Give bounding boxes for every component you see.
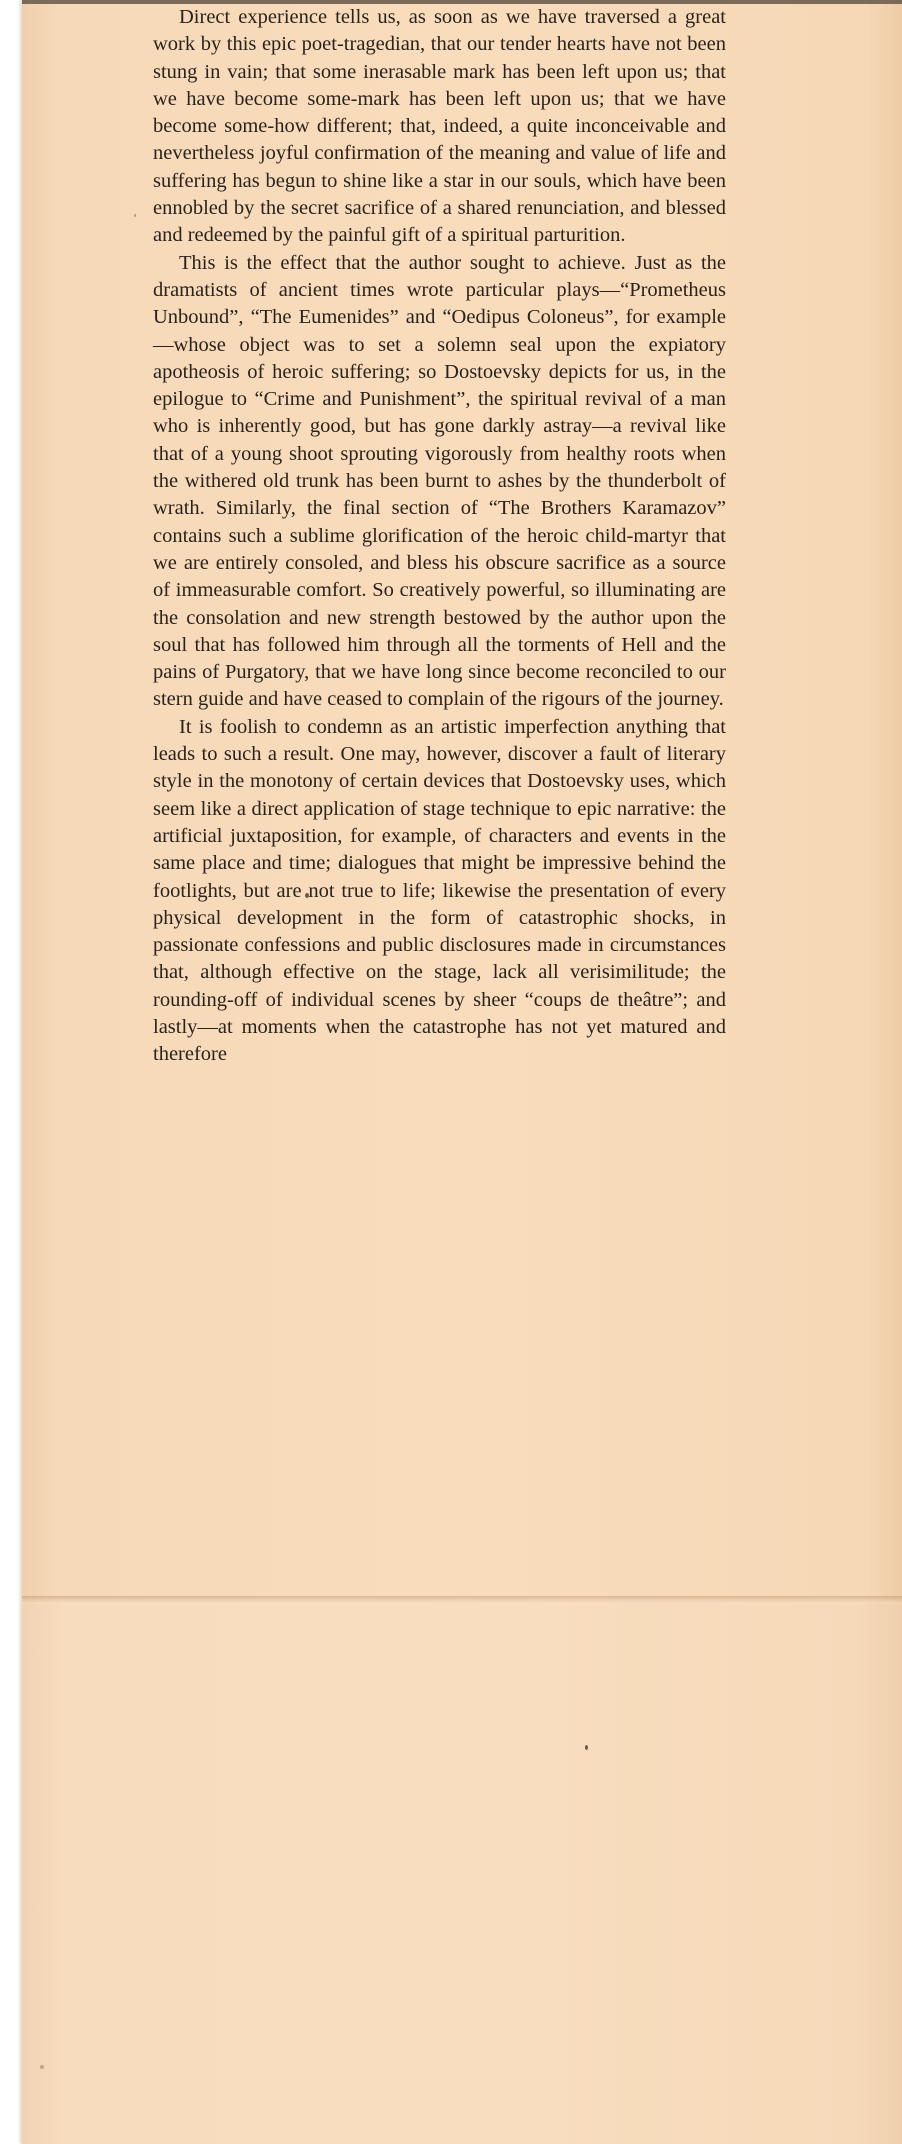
paragraph: It is foolish to condemn as an artistic imperfection anything that leads to such a result. One may, however, discover a fault of literary style in the monotony of certain devices that Dostoevsky uses, which seem like a direct application of stage technique to epic narrative: the artificial juxtaposition, for example, of characters and events in the same place and time; dialogues that might be impressive behind the footlights, but are not true to life; likewise the presentation of every physical development in the form of catastrophic shocks, in passionate confessions and public disclosures made in circumstances that, although effective on the stage, lack all verisimilitude; the rounding-off of individual scenes by sheer “coups de theâtre”; and lastly—at moments when the catastrophe has not yet matured and therefore — [153, 715, 726, 1066]
paragraph: This is the effect that the author sought to achieve. Just as the dramatists of ancient times wrote particular plays—“Prometheus Unbound”, “The Eumenides” and “Oedipus Coloneus”, for example—whose object was to set a solemn seal upon the expiatory apotheosis of heroic suffering; so Dostoevsky depicts for us, in the epilogue to “Crime and Punishment”, the spiritual revival of a man who is inherently good, but has gone darkly astray—a revival like that of a young shoot sprouting vigorously from healthy roots when the withered old trunk has been burnt to ashes by the thunderbolt of wrath. Similarly, the final section of “The Brothers Karamazov” contains such a sublime glorification of the heroic child-martyr that we are entirely consoled, and bless his obscure sacrifice as a source of immeasurable comfort. So creatively powerful, so illuminating are the consolation and new strength bestowed by the author upon the soul that has followed him through all the torments of Hell and the pains of Purgatory, that we have long since become reconciled to our stern guide and have ceased to complain of the rigours of the journey. — [153, 251, 726, 711]
paper-fold-line — [22, 1596, 902, 1604]
paper-speck — [585, 1745, 588, 1750]
paragraph: Direct experience tells us, as soon as we have traversed a great work by this epic poet-tragedian, that our tender hearts have not been stung in vain; that some inerasable mark has been left upon us; that we have become some-mark has been left upon us; that we have become some-how different; that, indeed, a quite inconceivable and nevertheless joyful confirmation of the meaning and value of life and suffering has begun to shine like a star in our souls, which have been ennobled by the secret sacrifice of a shared renunciation, and blessed and redeemed by the painful gift of a spiritual parturition. — [153, 6, 726, 247]
paper-speck — [134, 214, 136, 217]
paper-speck — [40, 2065, 44, 2069]
lower-paper-sheet — [22, 1602, 902, 2144]
document-body — [153, 4, 726, 1069]
